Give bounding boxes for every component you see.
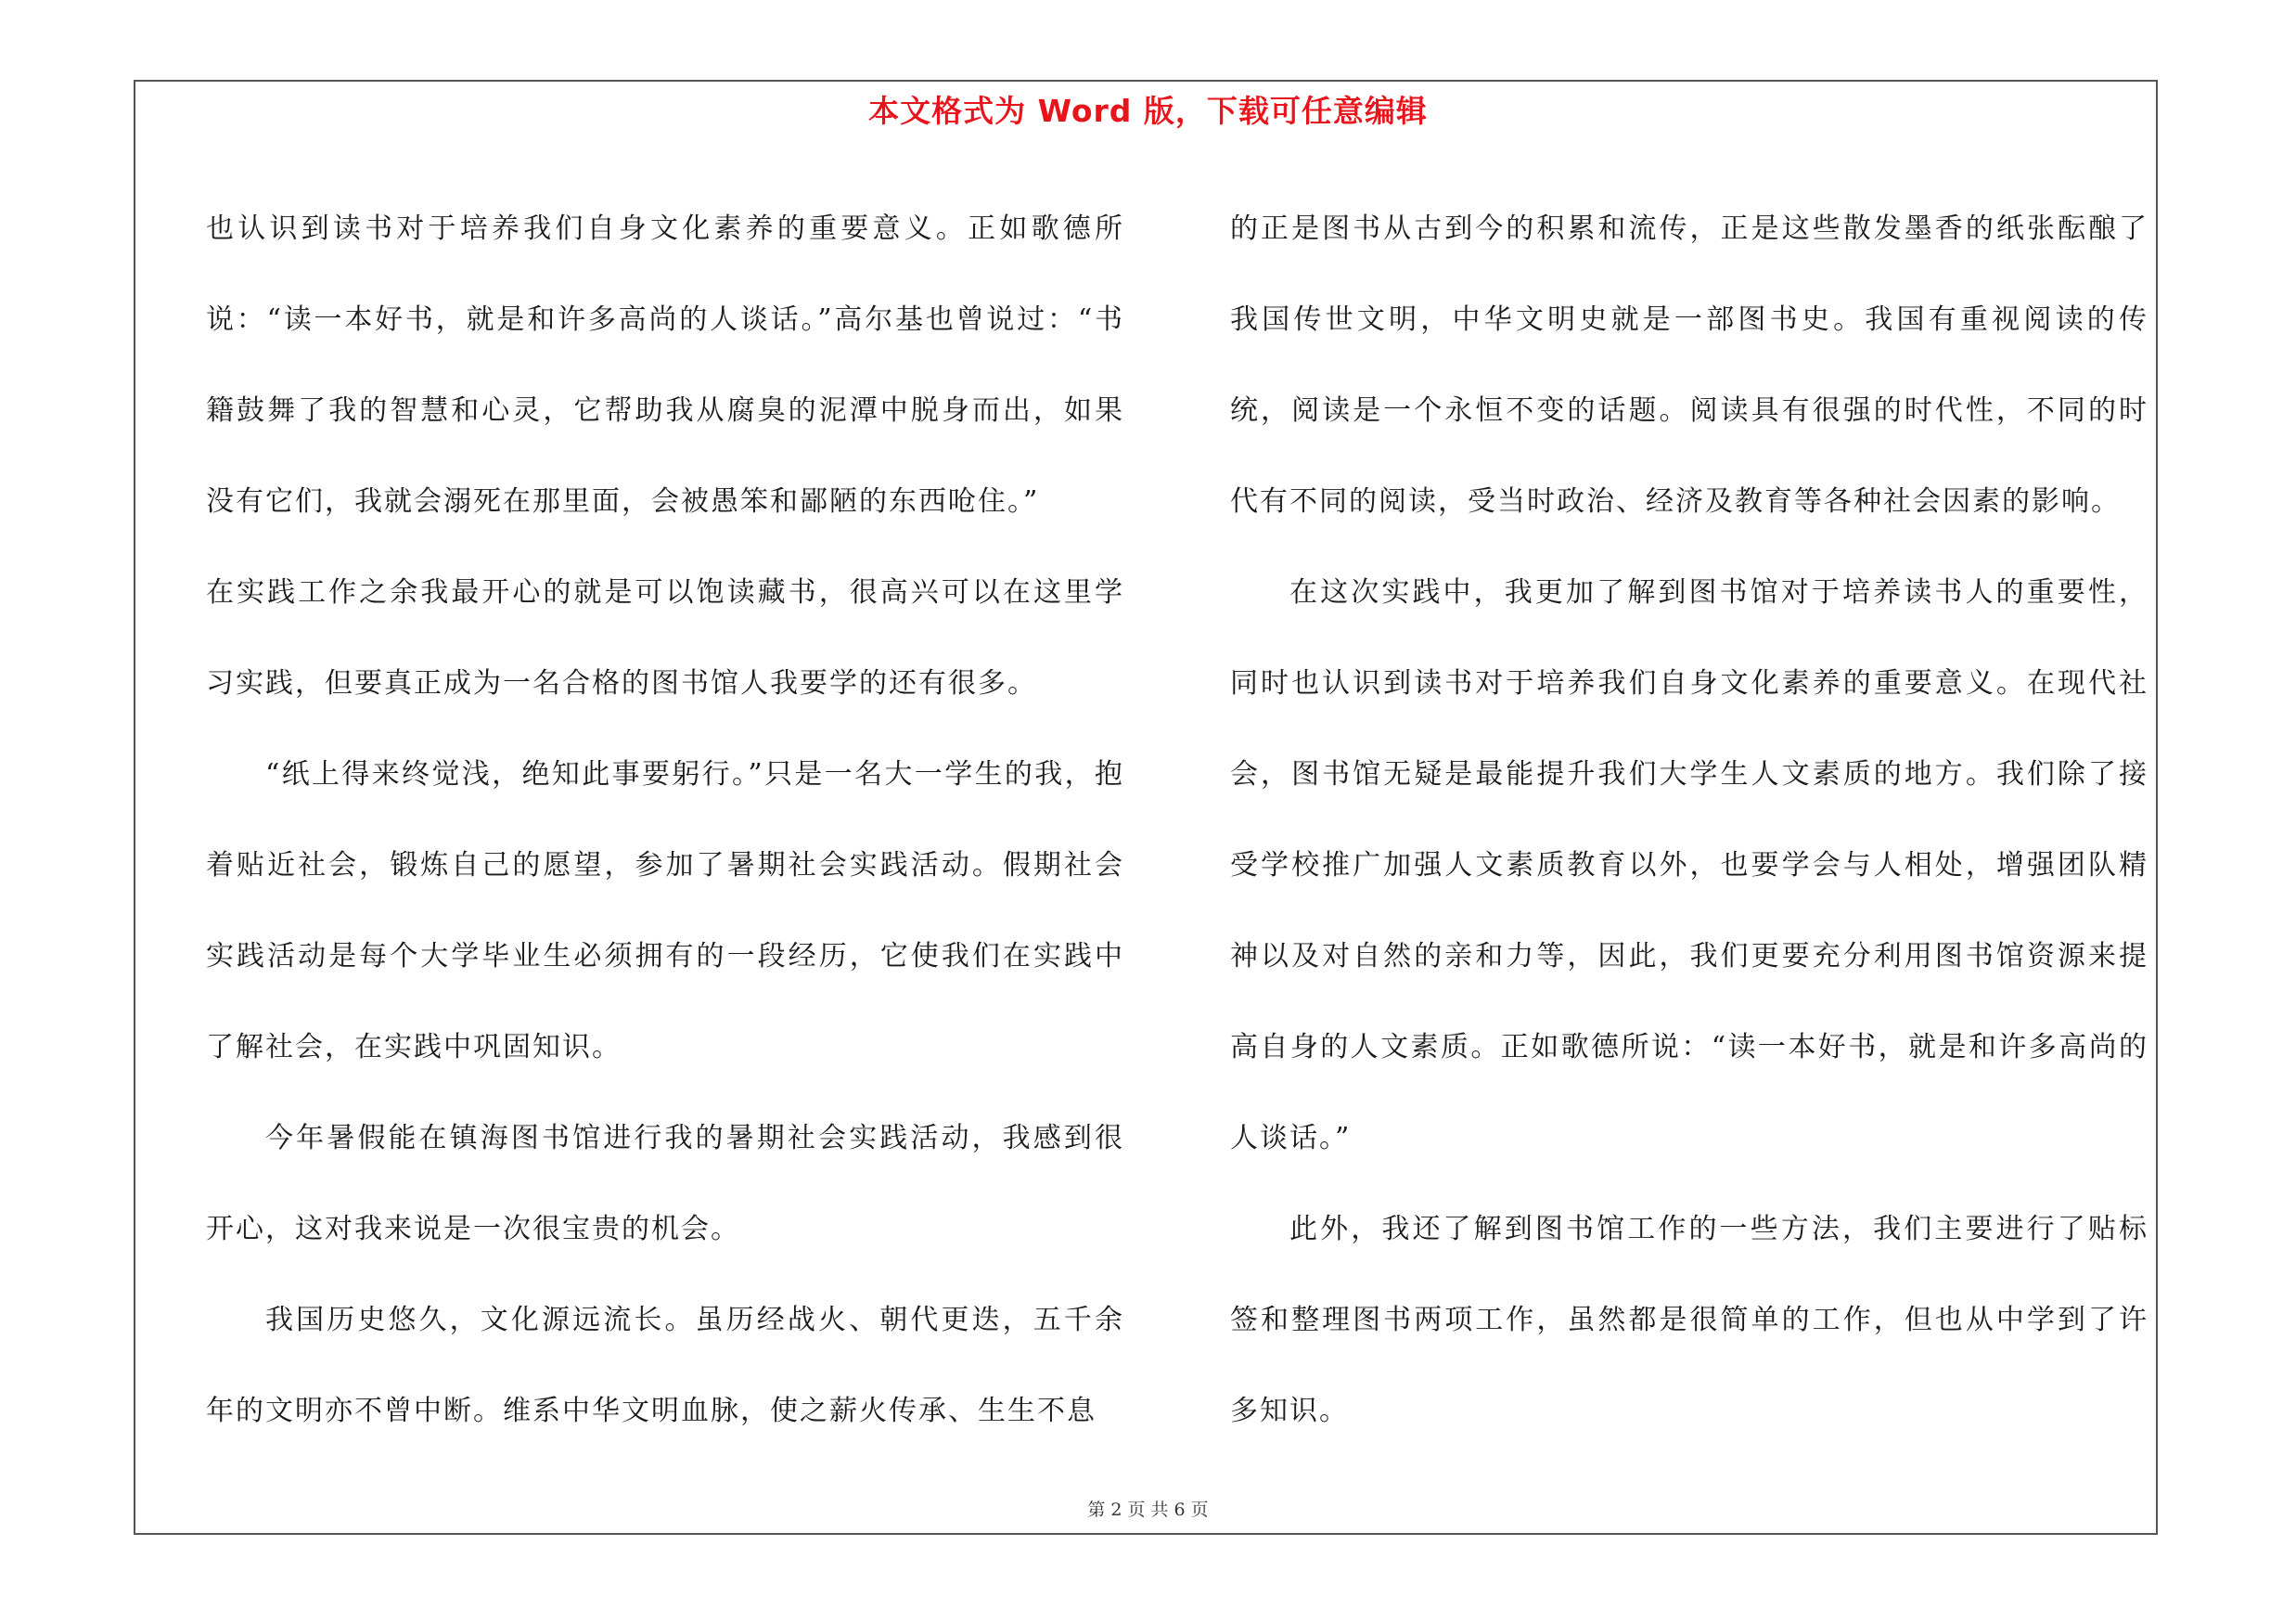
format-banner: 本文格式为 Word 版，下载可任意编辑 [868, 93, 1428, 129]
page-number: 第 2 页 共 6 页 [1087, 1500, 1209, 1520]
paragraph: 也认识到读书对于培养我们自身文化素养的重要意义。正如歌德所说：“读一本好书，就是和许多高尚的人谈话。”高尔基也曾说过：“书籍鼓舞了我的智慧和心灵，它帮助我从腐臭的泥潭中脱身而出，如果没有它们，我就会溺死在那里面，会被愚笨和鄙陋的东西呛住。” [206, 213, 1124, 518]
paragraph: 此外，我还了解到图书馆工作的一些方法，我们主要进行了贴标签和整理图书两项工作，虽然都是很简单的工作，但也从中学到了许多知识。 [1230, 1213, 2148, 1427]
paragraph: 在这次实践中，我更加了解到图书馆对于培养读书人的重要性，同时也认识到读书对于培养我们自身文化素养的重要意义。在现代社会，图书馆无疑是最能提升我们大学生人文素质的地方。我们除了接受学校推广加强人文素质教育以外，也要学会与人相处，增强团队精神以及对自然的亲和力等，因此，我们更要充分利用图书馆资源来提高自身的人文素质。正如歌德所说：“读一本好书，就是和许多高尚的人谈话。” [1230, 576, 2148, 1154]
paragraph: 今年暑假能在镇海图书馆进行我的暑期社会实践活动，我感到很开心，这对我来说是一次很宝贵的机会。 [206, 1122, 1124, 1245]
paragraph: “纸上得来终觉浅，绝知此事要躬行。”只是一名大一学生的我，抱着贴近社会，锻炼自己的愿望，参加了暑期社会实践活动。假期社会实践活动是每个大学毕业生必须拥有的一段经历，它使我们在实践中了解社会，在实践中巩固知识。 [206, 758, 1124, 1063]
paragraph: 的正是图书从古到今的积累和流传，正是这些散发墨香的纸张酝酿了我国传世文明，中华文明史就是一部图书史。我国有重视阅读的传统，阅读是一个永恒不变的话题。阅读具有很强的时代性，不同的时代有不同的阅读，受当时政治、经济及教育等各种社会因素的影响。 [1230, 213, 2148, 518]
paragraph: 我国历史悠久，文化源远流长。虽历经战火、朝代更迭，五千余年的文明亦不曾中断。维系中华文明血脉，使之薪火传承、生生不息 [206, 1304, 1124, 1427]
right-column [1230, 184, 2148, 1457]
left-column [206, 184, 1124, 1457]
paragraph: 在实践工作之余我最开心的就是可以饱读藏书，很高兴可以在这里学习实践，但要真正成为一名合格的图书馆人我要学的还有很多。 [206, 576, 1124, 700]
